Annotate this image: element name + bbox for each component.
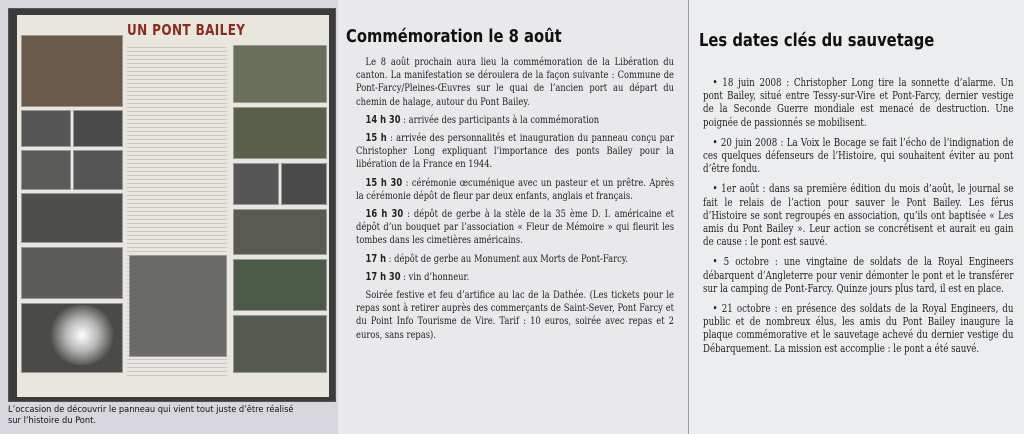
schedule-time: 16 h 30 — [365, 208, 404, 221]
poster-thumbnail — [21, 247, 123, 299]
photo-caption: L’occasion de découvrir le panneau qui vient tout juste d’être réalisé sur l’histoire du Pont. — [8, 405, 294, 426]
outro-paragraph: Soirée festive et feu d’artifice au lac de la Dathée. (Les tickets pour le repas sont à retirer auprès des commerçants de Saint-Sever, Pont Farcy et du Point Info Tourisme de Vire. Tarif : 10 euros, soirée avec repas et 2 euros, sans repas). — [356, 289, 674, 341]
poster-thumbnail — [73, 150, 123, 190]
poster-thumbnail — [129, 255, 227, 357]
schedule-time: 15 h 30 — [365, 176, 403, 189]
schedule-text: : dépôt de gerbe à la stèle de la 35 ème D. I. américaine et dépôt d’un bouquet par l’association « Fleur de Mémoire » qui fleurit les tombes dans les cimetières américains. — [356, 208, 674, 247]
poster-thumbnail — [233, 107, 327, 159]
schedule-text: : vin d’honneur. — [400, 270, 470, 283]
key-date-item: • 5 octobre : une vingtaine de soldats de la Royal Engineers débarquent d’Angleterre pour venir démonter le pont et le transférer sur la camping de Pont-Farcy. Quinze jours plus tard, il est en place. — [703, 255, 1014, 295]
schedule-time: 14 h 30 — [365, 113, 401, 126]
schedule-time: 15 h — [365, 132, 387, 145]
key-dates-article — [688, 0, 1024, 434]
schedule-text: : cérémonie œcuménique avec un pasteur et un prêtre. Après la cérémonie dépôt de fleur par deux enfants, anglais et français. — [356, 176, 674, 202]
schedule-item — [356, 208, 674, 248]
schedule-time: 17 h — [365, 252, 387, 265]
poster-thumbnail — [233, 259, 327, 311]
poster-thumbnail — [21, 110, 71, 147]
schedule-text: : arrivée des personnalités et inauguration du panneau conçu par Christopher Long expliquant l’importance des ponts Bailey pour la libération de la France en 1944. — [356, 132, 674, 171]
key-dates-list — [703, 76, 1013, 362]
poster-thumbnail — [233, 209, 327, 255]
poster-panel — [17, 15, 329, 397]
schedule-text: : arrivée des participants à la commémoration — [400, 113, 600, 126]
poster-thumbnail — [233, 163, 279, 205]
key-dates-title: Les dates clés du sauvetage — [699, 30, 935, 51]
flash-glare — [47, 305, 117, 365]
schedule-time: 17 h 30 — [365, 270, 401, 283]
schedule-item — [356, 271, 674, 284]
poster-thumbnail — [281, 163, 327, 205]
photo-column — [0, 0, 338, 434]
poster-photo — [8, 8, 336, 402]
poster-thumbnail — [233, 45, 327, 103]
poster-thumbnail — [21, 35, 123, 107]
poster-thumbnail — [21, 150, 71, 190]
key-date-item: • 21 octobre : en présence des soldats de la Royal Engineers, du public et de nombreux élus, les amis du Pont Bailey inaugure la plaque commémorative et le sauvetage achevé du dernier vestige du Débarquement. La mission est accomplie : le pont a été sauvé. — [703, 302, 1014, 355]
poster-thumbnail — [233, 315, 327, 373]
article-title: Commémoration le 8 août — [346, 26, 562, 47]
key-date-item: • 20 juin 2008 : La Voix le Bocage se fait l’écho de l’indignation de ces quelques défenseurs de l’Histoire, qui souhaitent éviter au pont d’être fondu. — [703, 135, 1014, 176]
commemoration-article — [346, 0, 676, 434]
schedule-item — [356, 132, 674, 172]
key-date-item: • 18 juin 2008 : Christopher Long tire la sonnette d’alarme. Un pont Bailey, situé entre Tessy-sur-Vire et Pont-Farcy, dernier vestige de la Seconde Guerre mondiale est menacé de destruction. Une poignée de passionnés se mobilisent. — [703, 76, 1014, 129]
poster-thumbnail — [21, 193, 123, 243]
poster-title: UN PONT BAILEY — [127, 21, 246, 39]
schedule-item — [356, 253, 674, 266]
schedule-text: : dépôt de gerbe au Monument aux Morts de Pont-Farcy. — [386, 252, 629, 265]
key-date-item: • 1er août : dans sa première édition du mois d’août, le journal se fait le relais de l’action pour sauver le Pont Bailey. Les férus d’Histoire se sont regroupés en association, qu’ils ont baptisée « Les amis du Pont Bailey ». Leur action se concrétisent et aurait eu gain de cause : le pont est sauvé. — [703, 182, 1014, 249]
schedule-item — [356, 114, 674, 127]
poster-thumbnail — [73, 110, 123, 147]
schedule-item — [356, 177, 674, 203]
intro-paragraph: Le 8 août prochain aura lieu la commémoration de la Libération du canton. La manifestation se déroulera de la façon suivante : Commune de Pont-Farcy/Pleines-Œuvres sur le quai de l’ancien port au départ du chemin de halage, autour du Pont Bailey. — [356, 56, 674, 108]
article-body — [356, 56, 674, 347]
